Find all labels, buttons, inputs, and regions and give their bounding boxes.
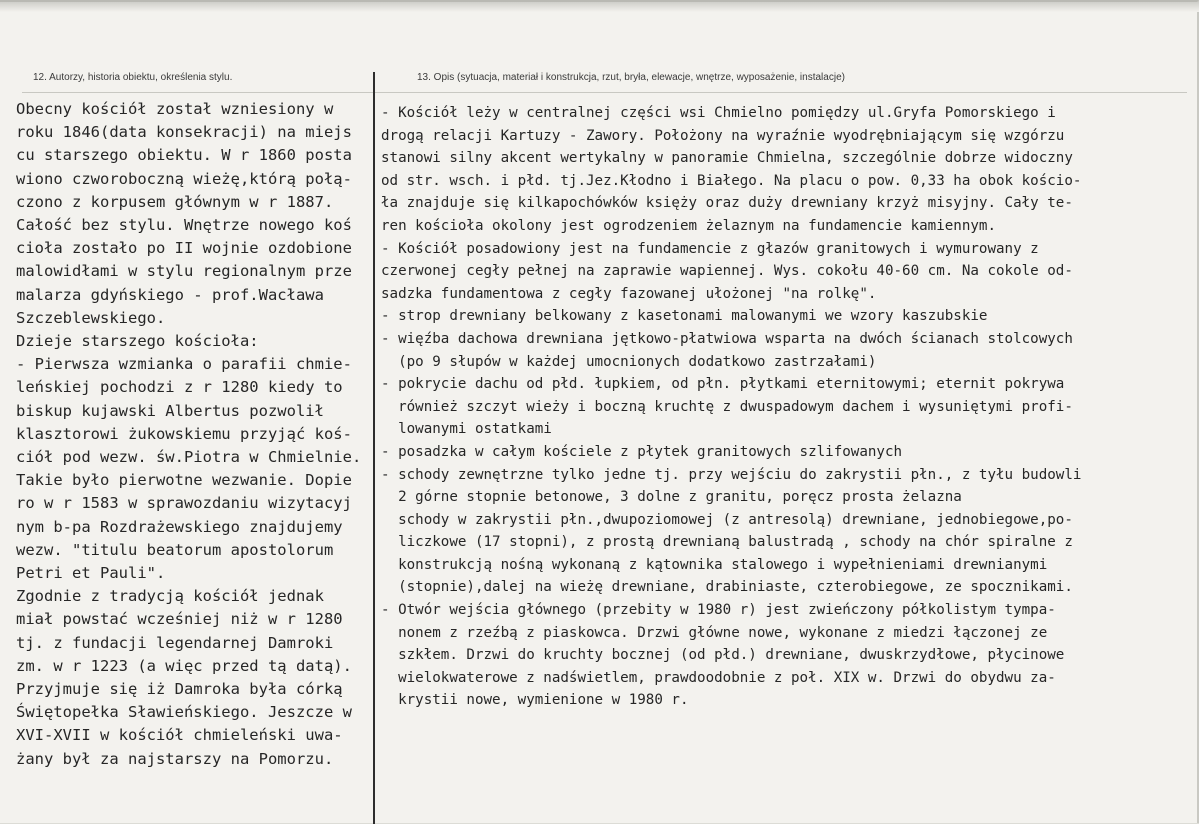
history-text-line: Zgodnie z tradycją kościół jednak	[16, 587, 324, 606]
description-text-line: - pokrycie dachu od płd. łupkiem, od płn. płytkami eternitowymi; eternit pokrywa	[381, 376, 1065, 393]
section-12-heading: 12. Autorzy, historia obiektu, określenia stylu.	[33, 72, 233, 83]
history-text-line: tj. z fundacji legendarnej Damroki	[16, 633, 334, 652]
description-text-line: - Otwór wejścia głównego (przebity w 1980 r) jest zwieńczony półkolistym tympa-	[381, 602, 1056, 619]
description-text-line: - Kościół leży w centralnej części wsi Chmielno pomiędzy ul.Gryfa Pomorskiego i	[381, 105, 1056, 121]
description-text-line: lowanymi ostatkami	[381, 421, 552, 438]
history-text-line: Świętopełka Sławieńskiego. Jeszcze w	[16, 703, 352, 722]
description-text-line: - więźba dachowa drewniana jętkowo-płatwiowa wsparta na dwóch ścianach stolcowych	[381, 330, 1073, 347]
history-text-line: Petri et Pauli".	[16, 564, 166, 583]
description-text-line: ren kościoła okolony jest ogrodzeniem żelaznym na fundamencie kamiennym.	[381, 217, 996, 234]
description-text-line: (stopnie),dalej na wieżę drewniane, drabiniaste, czterobiegowe, ze spocznikami.	[381, 579, 1073, 596]
description-text-line: schody w zakrystii płn.,dwupoziomowej (z antresolą) drewniane, jednobiegowe,po-	[381, 511, 1073, 528]
description-text-line: od str. wsch. i płd. tj.Jez.Kłodno i Białego. Na placu o pow. 0,33 ha obok kościo-	[381, 172, 1082, 189]
history-text-line: - Pierwsza wzmianka o parafii chmie-	[16, 355, 352, 374]
history-text-line: Przyjmuje się iż Damroka była córką	[16, 680, 343, 699]
history-text-line: XVI-XVII w kościół chmieleński uwa-	[16, 726, 343, 745]
description-text-line: - Kościół posadowiony jest na fundamencie z głazów granitowych i wymurowany z	[381, 240, 1039, 257]
history-text-line: leńskiej pochodzi z r 1280 kiedy to	[16, 378, 343, 397]
history-text-line: wiono czworoboczną wieżę,którą połą-	[16, 169, 352, 188]
description-text-line: drogą relacji Kartuzy - Zawory. Położony na wyraźnie wyodrębniającym się wzgórzu	[381, 127, 1065, 144]
description-text-line: czerwonej cegły pełnej na zaprawie wapiennej. Wys. cokołu 40-60 cm. Na cokole od-	[381, 263, 1073, 280]
history-text-line: miał powstać wcześniej niż w r 1280	[16, 610, 343, 629]
history-text-line: ciół pod wezw. św.Piotra w Chmielnie.	[16, 448, 362, 467]
description-text-line: 2 górne stopnie betonowe, 3 dolne z granitu, poręcz prosta żelazna	[381, 489, 962, 506]
section-13-heading: 13. Opis (sytuacja, materiał i konstrukcja, rzut, bryła, elewacje, wnętrze, wyposażenie, instalacje)	[417, 72, 845, 83]
description-text-line: szkłem. Drzwi do kruchty bocznej (od płd.) drewniane, dwuskrzydłowe, płycinowe	[381, 647, 1065, 664]
heading-rule	[22, 92, 1187, 93]
history-text-line: Całość bez stylu. Wnętrze nowego koś	[16, 216, 352, 235]
description-text-line: konstrukcją nośną wykonaną z kątownika stalowego i wypełnieniami drewnianymi	[381, 556, 1048, 573]
history-text-line: Takie było pierwotne wezwanie. Dopie	[16, 471, 352, 490]
description-text-line: (po 9 słupów w każdej umocnionych dodatkowo zastrzałami)	[381, 353, 877, 370]
history-text-line: ro w r 1583 w sprawozdaniu wizytacyj	[16, 494, 352, 513]
description-text-line: wielokwaterowe z nadświetlem, prawdoodobnie z poł. XIX w. Drzwi do obydwu za-	[381, 669, 1056, 686]
history-text-line: roku 1846(data konsekracji) na miejs	[16, 123, 352, 142]
history-text-line: czono z korpusem głównym w r 1887.	[16, 192, 334, 211]
history-text-line: biskup kujawski Albertus pozwolił	[16, 401, 324, 420]
history-text-line: Szczeblewskiego.	[16, 308, 166, 327]
description-text-line: stanowi silny akcent wertykalny w panoramie Chmielna, szczególnie dobrze widoczny	[381, 150, 1073, 167]
description-text-line: liczkowe (17 stopni), z prostą drewnianą balustradą , schody na chór spiralne z	[381, 534, 1073, 551]
history-text-line: Obecny kościół został wzniesiony w	[16, 100, 334, 118]
history-text-line: zm. w r 1223 (a więc przed tą datą).	[16, 656, 352, 675]
history-text-column	[16, 98, 361, 771]
description-text-line: - schody zewnętrzne tylko jedne tj. przy wejściu do zakrystii płn., z tyłu budowli	[381, 466, 1082, 483]
description-text-line: krystii nowe, wymienione w 1980 r.	[381, 692, 689, 709]
description-text-line: sadzka fundamentowa z cegły fazowanej ułożonej "na rolkę".	[381, 285, 877, 302]
top-edge-shadow	[0, 2, 1199, 12]
description-text-column	[381, 102, 1081, 712]
history-text-line: malarza gdyńskiego - prof.Wacława	[16, 285, 324, 304]
history-text-line: cu starszego obiektu. W r 1860 posta	[16, 146, 352, 165]
column-divider	[373, 72, 375, 824]
description-text-line: nonem z rzeźbą z piaskowca. Drzwi główne nowe, wykonane z miedzi łączonej ze	[381, 624, 1048, 641]
history-text-line: nym b-pa Rozdrażewskiego znajdujemy	[16, 517, 343, 536]
description-text-line: ła znajduje się kilkapochówków księży oraz duży drewniany krzyż misyjny. Cały te-	[381, 195, 1073, 212]
history-text-line: klasztorowi żukowskiemu przyjąć koś-	[16, 424, 352, 443]
history-text-line: żany był za najstarszy na Pomorzu.	[16, 749, 334, 768]
description-text-line: - strop drewniany belkowany z kasetonami malowanymi we wzory kaszubskie	[381, 308, 988, 325]
history-text-line: malowidłami w stylu regionalnym prze	[16, 262, 352, 281]
description-text-line: - posadzka w całym kościele z płytek granitowych szlifowanych	[381, 443, 903, 460]
history-text-line: cioła zostało po II wojnie ozdobione	[16, 239, 352, 258]
description-text-line: również szczyt wieży i boczną kruchtę z dwuspadowym dachem i wysuniętymi profi-	[381, 398, 1073, 415]
history-text-line: wezw. "titulu beatorum apostolorum	[16, 540, 334, 559]
history-text-line: Dzieje starszego kościoła:	[16, 332, 259, 351]
